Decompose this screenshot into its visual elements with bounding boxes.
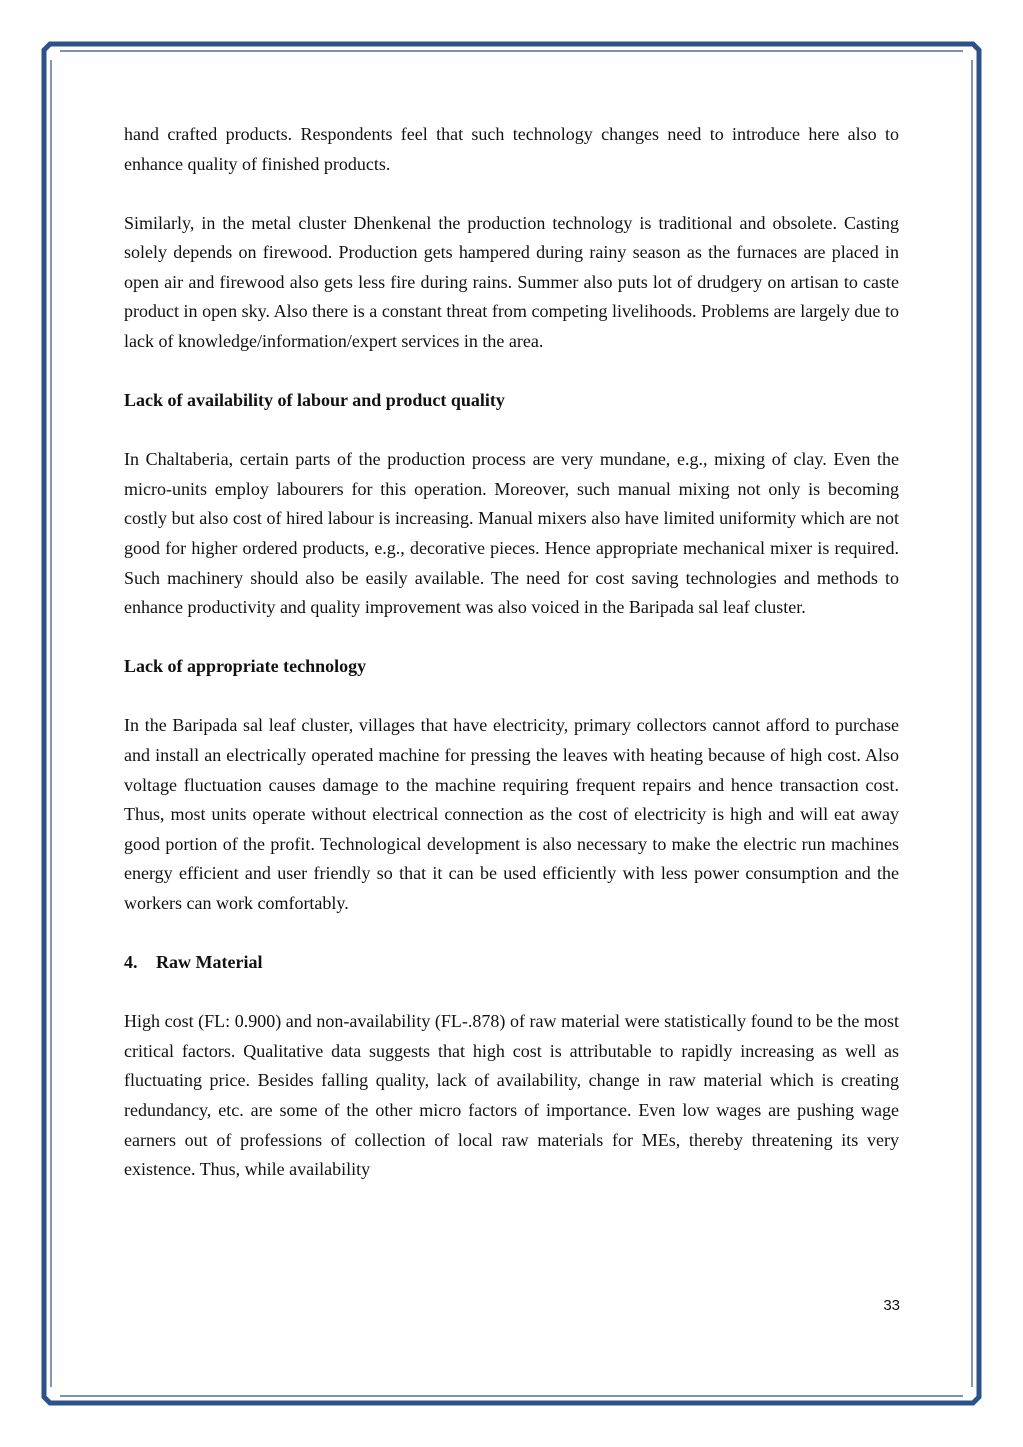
- paragraph-chaltaberia: In Chaltaberia, certain parts of the production process are very mundane, e.g., mixing of clay. Even the micro-units employ labourers for this operation. Moreover, such manual mixing not only is becoming costly but also cost of hired labour is increasing. Manual mixers also have limited uniformity which are not good for higher ordered products, e.g., decorative pieces. Hence appropriate mechanical mixer is required. Such machinery should also be easily available. The need for cost saving technologies and methods to enhance productivity and quality improvement was also voiced in the Baripada sal leaf cluster.: [124, 449, 899, 618]
- paragraph-raw-material: High cost (FL: 0.900) and non-availability (FL-.878) of raw material were statistically found to be the most critical factors. Qualitative data suggests that high cost is attributable to rapidly increasing as well as fluctuating price. Besides falling quality, lack of availability, change in raw material which is creating redundancy, etc. are some of the other micro factors of importance. Even low wages are pushing wage earners out of professions of collection of local raw materials for MEs, thereby threatening its very existence. Thus, while availability: [124, 1011, 899, 1180]
- paragraph-continuation: hand crafted products. Respondents feel that such technology changes need to introduce here also to enhance quality of finished products.: [124, 124, 899, 174]
- section-title: Raw Material: [156, 952, 263, 973]
- section-number: 4.: [124, 952, 138, 973]
- page-number: 33: [883, 1297, 900, 1314]
- paragraph-metal-cluster: Similarly, in the metal cluster Dhenkenal the production technology is traditional and obsolete. Casting solely depends on firewood. Production gets hampered during rainy season as the furnaces are placed in open air and firewood also gets less fire during rains. Summer also puts lot of drudgery on artisan to caste product in open sky. Also there is a constant threat from competing livelihoods. Problems are largely due to lack of knowledge/information/expert services in the area.: [124, 212, 899, 352]
- paragraph-baripada: In the Baripada sal leaf cluster, villages that have electricity, primary collectors cannot afford to purchase and install an electrically operated machine for pressing the leaves with heating because of high cost. Also voltage fluctuation causes damage to the machine requiring frequent repairs and hence transaction cost. Thus, most units operate without electrical connection as the cost of electricity is high and will eat away good portion of the profit. Technological development is also necessary to make the electric run machines energy efficient and user friendly so that it can be used efficiently with less power consumption and the workers can work comfortably.: [124, 715, 899, 913]
- heading-appropriate-technology: Lack of appropriate technology: [124, 656, 367, 677]
- heading-labour-quality: Lack of availability of labour and product quality: [124, 390, 505, 411]
- section-heading-raw-material: [124, 948, 899, 978]
- document-body: [124, 120, 899, 1185]
